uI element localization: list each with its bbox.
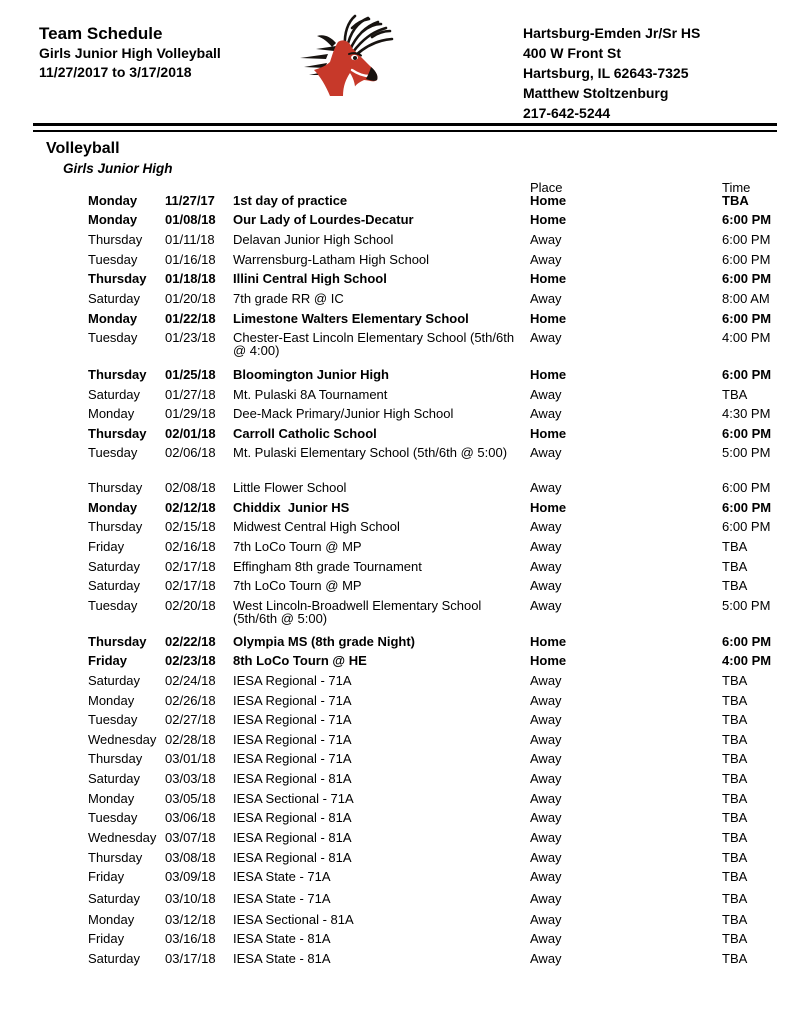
event-cell: IESA Regional - 71A bbox=[233, 731, 352, 747]
schedule-row bbox=[0, 949, 800, 969]
header-divider bbox=[33, 123, 777, 132]
event-cell: Little Flower School bbox=[233, 480, 347, 496]
date-range: 11/27/2017 to 3/17/2018 bbox=[39, 64, 192, 80]
day-cell: Monday bbox=[88, 406, 135, 422]
date-cell: 01/22/18 bbox=[165, 310, 216, 326]
event-cell: Delavan Junior High School bbox=[233, 232, 394, 248]
schedule-row bbox=[0, 929, 800, 949]
date-cell: 03/06/18 bbox=[165, 810, 216, 826]
schedule-row bbox=[0, 788, 800, 808]
day-cell: Monday bbox=[88, 499, 138, 515]
place-cell: Home bbox=[530, 310, 567, 326]
team-subheading: Girls Junior High bbox=[63, 161, 173, 176]
day-cell: Thursday bbox=[88, 232, 143, 248]
place-cell: Away bbox=[530, 672, 562, 688]
school-name: Hartsburg-Emden Jr/Sr HS bbox=[523, 25, 701, 41]
team-name: Girls Junior High Volleyball bbox=[39, 45, 221, 61]
date-cell: 03/10/18 bbox=[165, 890, 216, 906]
event-cell: Our Lady of Lourdes-Decatur bbox=[233, 212, 414, 228]
schedule-row bbox=[0, 749, 800, 769]
event-cell: IESA State - 81A bbox=[233, 950, 331, 966]
schedule-row bbox=[0, 909, 800, 929]
time-cell: 4:00 PM bbox=[722, 330, 771, 346]
place-cell: Home bbox=[530, 212, 567, 228]
day-cell: Thursday bbox=[88, 271, 147, 287]
schedule-row bbox=[0, 828, 800, 848]
event-cell: Warrensburg-Latham High School bbox=[233, 251, 430, 267]
time-cell: 6:00 PM bbox=[722, 499, 772, 515]
place-cell: Away bbox=[530, 386, 562, 402]
time-cell: TBA bbox=[722, 539, 748, 555]
schedule-row bbox=[0, 404, 800, 424]
date-cell: 03/08/18 bbox=[165, 849, 216, 865]
date-cell: 01/18/18 bbox=[165, 271, 216, 287]
schedule-row bbox=[0, 308, 800, 328]
event-cell: IESA Sectional - 71A bbox=[233, 790, 354, 806]
contact-phone: 217-642-5244 bbox=[523, 105, 611, 121]
place-cell: Away bbox=[530, 251, 562, 267]
place-cell: Away bbox=[530, 890, 562, 906]
date-cell: 02/26/18 bbox=[165, 692, 216, 708]
event-cell: Olympia MS (8th grade Night) bbox=[233, 633, 416, 649]
day-cell: Friday bbox=[88, 539, 125, 555]
day-cell: Thursday bbox=[88, 849, 143, 865]
day-cell: Monday bbox=[88, 212, 138, 228]
place-cell: Away bbox=[530, 771, 562, 787]
time-cell: TBA bbox=[722, 931, 748, 947]
place-cell: Away bbox=[530, 830, 562, 846]
place-cell: Away bbox=[530, 692, 562, 708]
schedule-row bbox=[0, 847, 800, 867]
time-cell: 6:00 PM bbox=[722, 251, 771, 267]
time-cell: TBA bbox=[722, 731, 748, 747]
day-cell: Friday bbox=[88, 931, 125, 947]
time-cell: 4:30 PM bbox=[722, 406, 771, 422]
schedule-row bbox=[0, 210, 800, 230]
day-cell: Saturday bbox=[88, 578, 141, 594]
time-cell: 6:00 PM bbox=[722, 633, 772, 649]
day-cell: Tuesday bbox=[88, 712, 138, 728]
schedule-row bbox=[0, 249, 800, 269]
schedule-row bbox=[0, 289, 800, 309]
day-cell: Friday bbox=[88, 653, 128, 669]
date-cell: 02/20/18 bbox=[165, 597, 216, 613]
day-cell: Thursday bbox=[88, 366, 147, 382]
day-cell: Monday bbox=[88, 790, 135, 806]
place-cell: Away bbox=[530, 869, 562, 885]
date-cell: 02/24/18 bbox=[165, 672, 216, 688]
place-cell: Home bbox=[530, 653, 567, 669]
event-cell: IESA State - 71A bbox=[233, 890, 331, 906]
schedule-row bbox=[0, 269, 800, 289]
place-cell: Home bbox=[530, 633, 567, 649]
date-cell: 02/28/18 bbox=[165, 731, 216, 747]
time-cell: 4:00 PM bbox=[722, 653, 772, 669]
day-cell: Saturday bbox=[88, 672, 141, 688]
schedule-row bbox=[0, 424, 800, 444]
day-cell: Saturday bbox=[88, 771, 141, 787]
time-column-header: Time bbox=[722, 180, 751, 195]
date-cell: 03/05/18 bbox=[165, 790, 216, 806]
time-cell: 6:00 PM bbox=[722, 366, 772, 382]
day-cell: Tuesday bbox=[88, 597, 138, 613]
place-cell: Away bbox=[530, 558, 562, 574]
event-cell: Effingham 8th grade Tournament bbox=[233, 558, 422, 574]
time-cell: TBA bbox=[722, 771, 748, 787]
event-cell: IESA Regional - 81A bbox=[233, 771, 352, 787]
time-cell: TBA bbox=[722, 810, 748, 826]
time-cell: TBA bbox=[722, 911, 748, 927]
schedule-row bbox=[0, 671, 800, 691]
day-cell: Thursday bbox=[88, 633, 147, 649]
day-cell: Wednesday bbox=[88, 731, 157, 747]
event-cell: IESA Regional - 71A bbox=[233, 712, 352, 728]
place-cell: Away bbox=[530, 597, 562, 613]
event-cell: IESA Regional - 71A bbox=[233, 751, 352, 767]
event-cell: IESA Regional - 71A bbox=[233, 672, 352, 688]
day-cell: Saturday bbox=[88, 291, 141, 306]
place-cell: Home bbox=[530, 366, 567, 382]
schedule-row bbox=[0, 517, 800, 537]
date-cell: 01/25/18 bbox=[165, 366, 216, 382]
schedule-row bbox=[0, 769, 800, 789]
date-cell: 02/16/18 bbox=[165, 539, 216, 555]
event-cell: IESA Regional - 81A bbox=[233, 849, 352, 865]
schedule-row bbox=[0, 230, 800, 250]
date-cell: 03/07/18 bbox=[165, 830, 216, 846]
event-cell: Mt. Pulaski Elementary School (5th/6th @ 5:00) bbox=[233, 445, 508, 461]
place-cell: Away bbox=[530, 480, 562, 496]
schedule-row bbox=[0, 365, 800, 385]
day-cell: Saturday bbox=[88, 890, 141, 906]
schedule-row bbox=[0, 384, 800, 404]
time-cell: 6:00 PM bbox=[722, 232, 771, 248]
day-cell: Friday bbox=[88, 869, 125, 885]
place-cell: Away bbox=[530, 519, 562, 535]
date-cell: 02/08/18 bbox=[165, 480, 216, 496]
date-cell: 02/23/18 bbox=[165, 653, 216, 669]
date-cell: 02/27/18 bbox=[165, 712, 216, 728]
event-cell: 7th LoCo Tourn @ MP bbox=[233, 578, 362, 594]
page-title: Team Schedule bbox=[39, 24, 163, 43]
event-cell: 7th LoCo Tourn @ MP bbox=[233, 539, 362, 555]
place-cell: Away bbox=[530, 406, 562, 422]
day-cell: Monday bbox=[88, 192, 138, 208]
day-cell: Monday bbox=[88, 911, 135, 927]
event-cell: IESA State - 81A bbox=[233, 931, 331, 947]
date-cell: 02/01/18 bbox=[165, 425, 216, 441]
time-cell: 6:00 PM bbox=[722, 480, 771, 496]
event-cell: Mt. Pulaski 8A Tournament bbox=[233, 386, 388, 402]
day-cell: Wednesday bbox=[88, 830, 157, 846]
day-cell: Thursday bbox=[88, 425, 147, 441]
place-cell: Away bbox=[530, 911, 562, 927]
place-cell: Home bbox=[530, 271, 567, 287]
schedule-row bbox=[0, 889, 800, 909]
event-cell: 7th grade RR @ IC bbox=[233, 291, 344, 306]
schedule-row bbox=[0, 556, 800, 576]
place-cell: Home bbox=[530, 192, 567, 208]
date-cell: 11/27/17 bbox=[165, 192, 215, 208]
time-cell: TBA bbox=[722, 712, 748, 728]
date-cell: 03/16/18 bbox=[165, 931, 216, 947]
day-cell: Tuesday bbox=[88, 445, 138, 461]
place-cell: Away bbox=[530, 445, 562, 461]
time-cell: TBA bbox=[722, 558, 748, 574]
event-cell: Midwest Central High School bbox=[233, 519, 400, 535]
schedule-row bbox=[0, 497, 800, 517]
place-cell: Home bbox=[530, 499, 567, 515]
schedule-row bbox=[0, 537, 800, 557]
event-cell: 8th LoCo Tourn @ HE bbox=[233, 653, 367, 669]
place-cell: Away bbox=[530, 950, 562, 966]
date-cell: 03/01/18 bbox=[165, 751, 216, 767]
schedule-row bbox=[0, 478, 800, 498]
schedule-row bbox=[0, 867, 800, 887]
date-cell: 03/03/18 bbox=[165, 771, 216, 787]
stag-mascot-icon bbox=[300, 12, 404, 96]
day-cell: Saturday bbox=[88, 386, 141, 402]
date-cell: 02/22/18 bbox=[165, 633, 216, 649]
time-cell: TBA bbox=[722, 790, 748, 806]
date-cell: 03/17/18 bbox=[165, 950, 216, 966]
schedule-row bbox=[0, 651, 800, 671]
date-cell: 02/15/18 bbox=[165, 519, 216, 535]
event-cell-line2: (5th/6th @ 5:00) bbox=[233, 610, 328, 626]
date-cell: 03/09/18 bbox=[165, 869, 216, 885]
header-right-block bbox=[523, 23, 700, 123]
event-cell: IESA Sectional - 81A bbox=[233, 911, 354, 927]
date-cell: 03/12/18 bbox=[165, 911, 216, 927]
time-cell: TBA bbox=[722, 950, 748, 966]
time-cell: 5:00 PM bbox=[722, 445, 771, 461]
day-cell: Tuesday bbox=[88, 330, 138, 346]
event-cell: Chester-East Lincoln Elementary School (5th/6th @ 4:00) bbox=[233, 331, 530, 357]
day-cell: Thursday bbox=[88, 751, 143, 767]
schedule-row bbox=[0, 730, 800, 750]
day-cell: Thursday bbox=[88, 519, 143, 535]
place-cell: Away bbox=[530, 712, 562, 728]
place-cell: Away bbox=[530, 330, 562, 346]
time-cell: TBA bbox=[722, 849, 748, 865]
schedule-row bbox=[0, 596, 800, 629]
schedule-row bbox=[0, 631, 800, 651]
time-cell: TBA bbox=[722, 890, 748, 906]
place-cell: Away bbox=[530, 578, 562, 594]
day-cell: Monday bbox=[88, 310, 138, 326]
event-cell-line2: @ 4:00) bbox=[233, 343, 280, 359]
place-cell: Away bbox=[530, 291, 562, 306]
date-cell: 01/16/18 bbox=[165, 251, 216, 267]
date-cell: 01/27/18 bbox=[165, 386, 216, 402]
time-cell: 6:00 PM bbox=[722, 425, 772, 441]
event-cell: Chiddix Junior HS bbox=[233, 499, 350, 515]
event-cell: IESA Regional - 81A bbox=[233, 810, 352, 826]
time-cell: 6:00 PM bbox=[722, 519, 771, 535]
date-cell: 02/12/18 bbox=[165, 499, 216, 515]
date-cell: 02/17/18 bbox=[165, 558, 216, 574]
day-cell: Saturday bbox=[88, 558, 141, 574]
schedule-row bbox=[0, 690, 800, 710]
event-cell: IESA Regional - 81A bbox=[233, 830, 352, 846]
time-cell: TBA bbox=[722, 386, 748, 402]
date-cell: 01/23/18 bbox=[165, 330, 216, 346]
schedule-row bbox=[0, 191, 800, 211]
event-cell: IESA Regional - 71A bbox=[233, 692, 352, 708]
schedule-row bbox=[0, 328, 800, 361]
event-cell: IESA State - 71A bbox=[233, 869, 331, 885]
place-cell: Away bbox=[530, 731, 562, 747]
school-city-zip: Hartsburg, IL 62643-7325 bbox=[523, 65, 689, 81]
date-cell: 01/29/18 bbox=[165, 406, 216, 422]
time-cell: TBA bbox=[722, 830, 748, 846]
event-cell: Carroll Catholic School bbox=[233, 425, 377, 441]
time-cell: TBA bbox=[722, 751, 748, 767]
place-cell: Away bbox=[530, 849, 562, 865]
schedule-rows bbox=[0, 191, 800, 969]
time-cell: 6:00 PM bbox=[722, 271, 772, 287]
contact-name: Matthew Stoltzenburg bbox=[523, 85, 669, 101]
day-cell: Thursday bbox=[88, 480, 143, 496]
time-cell: 5:00 PM bbox=[722, 597, 771, 613]
date-cell: 01/20/18 bbox=[165, 291, 216, 306]
schedule-row bbox=[0, 576, 800, 596]
time-cell: TBA bbox=[722, 578, 748, 594]
date-cell: 01/11/18 bbox=[165, 232, 215, 248]
place-cell: Home bbox=[530, 425, 567, 441]
event-cell: Limestone Walters Elementary School bbox=[233, 310, 469, 326]
sport-heading: Volleyball bbox=[46, 140, 120, 157]
time-cell: TBA bbox=[722, 869, 748, 885]
place-cell: Away bbox=[530, 539, 562, 555]
place-cell: Away bbox=[530, 232, 562, 248]
place-column-header: Place bbox=[530, 180, 563, 195]
place-cell: Away bbox=[530, 810, 562, 826]
date-cell: 02/06/18 bbox=[165, 445, 216, 461]
date-cell: 02/17/18 bbox=[165, 578, 216, 594]
time-cell: 8:00 AM bbox=[722, 291, 770, 306]
day-cell: Monday bbox=[88, 692, 135, 708]
event-cell: West Lincoln-Broadwell Elementary School (5th/6th @ 5:00) bbox=[233, 599, 530, 625]
header-left-block bbox=[39, 24, 221, 81]
day-cell: Tuesday bbox=[88, 251, 138, 267]
date-cell: 01/08/18 bbox=[165, 212, 216, 228]
event-cell: Illini Central High School bbox=[233, 271, 387, 287]
place-cell: Away bbox=[530, 790, 562, 806]
time-cell: TBA bbox=[722, 672, 748, 688]
time-cell: TBA bbox=[722, 192, 749, 208]
time-cell: TBA bbox=[722, 692, 748, 708]
school-street: 400 W Front St bbox=[523, 45, 622, 61]
schedule-row bbox=[0, 808, 800, 828]
event-cell: 1st day of practice bbox=[233, 192, 348, 208]
schedule-table bbox=[0, 181, 800, 968]
place-cell: Away bbox=[530, 931, 562, 947]
event-cell: Dee-Mack Primary/Junior High School bbox=[233, 406, 454, 422]
day-cell: Tuesday bbox=[88, 810, 138, 826]
place-cell: Away bbox=[530, 751, 562, 767]
schedule-row bbox=[0, 443, 800, 463]
event-cell: Bloomington Junior High bbox=[233, 366, 389, 382]
time-cell: 6:00 PM bbox=[722, 212, 772, 228]
time-cell: 6:00 PM bbox=[722, 310, 772, 326]
day-cell: Saturday bbox=[88, 950, 141, 966]
schedule-row bbox=[0, 710, 800, 730]
